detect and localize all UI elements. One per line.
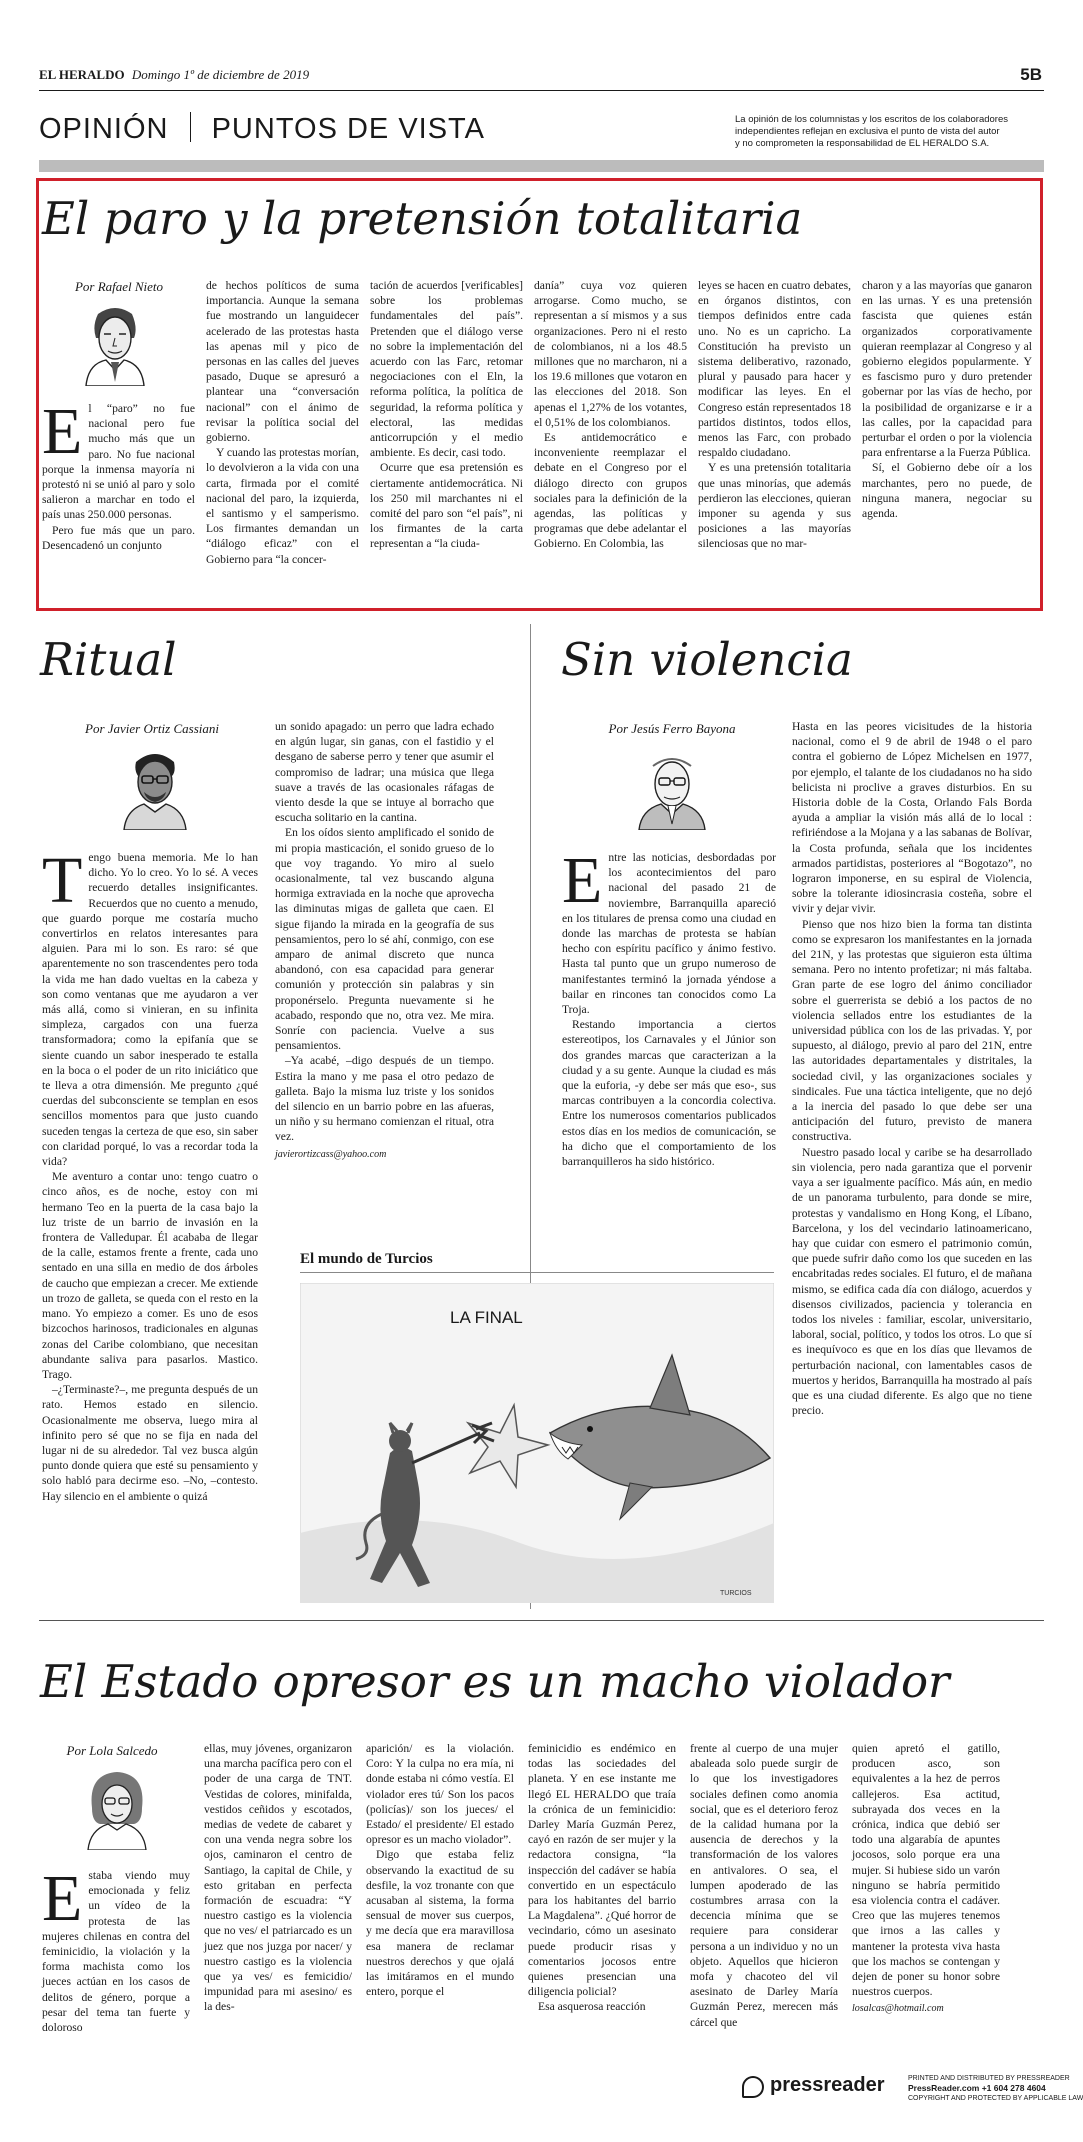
article1-title: El paro y la pretensión totalitaria (42, 192, 803, 245)
article2-col2 (275, 719, 494, 1162)
author-email: losalcas@hotmail.com (852, 2003, 944, 2015)
paragraph: feminicidio es endémico en todas las sociedades del planeta. Y en ese instante me llegó EL HERALDO que traía la crónica de un feminicidio: Darley María Guzmán Perez, cayó en razón de ser mujer y la redactora consigna, “la inspección del cadáver se había convertido en un espectáculo para los habitantes del barrio La Magdalena”. ¿Qué horror de vecindario, cómo un asesinato puede producir risas y comentarios jocosos entre quienes presencian una diligencia policial? (528, 1742, 676, 1999)
paragraph: Es antidemocrático e inconveniente reemplazar el debate en el Congreso por el diálogo directo con grupos sociales para la definición de la agendas, las políticas y programas que debe adelantar el Gobierno. En Colombia, las (534, 431, 687, 551)
section-rule (39, 1620, 1044, 1621)
drop-cap: T (42, 844, 83, 917)
masthead-rule (39, 90, 1044, 91)
article3-title: Sin violencia (561, 633, 853, 686)
paragraph: Ocurre que esa pretensión es ciertamente antidemocrática. Ni los 250 mil marchantes ni el comité del paro son “el país”, ni los firmantes de la carta representan a “la ciuda- (370, 461, 523, 551)
article1-col1 (42, 395, 195, 553)
paragraph: –Ya acabé, –digo después de un tiempo. Estira la mano y me pasa el otro pedazo de galleta. Bajo la misma luz triste y los sonidos del silencio en un barrio pobre en las afueras, un niño y su hermano comienzan el ritual, otra vez. (275, 1054, 494, 1144)
issue-date: Domingo 1º de diciembre de 2019 (131, 67, 310, 82)
cartoon-rule (300, 1272, 774, 1273)
paragraph: ellas, muy jóvenes, organizaron una marcha pacífica pero con el poder de una carga de TNT. Vestidas de colores, minifalda, vestidos ceñidos y escotados, medias de vedete de cabaret y con una venda negra sobre los ojos, caminaron el centro de Santiago, la capital de Chile, y esto gritaban en perfecta formación de escuadra: “Y nuestro castigo es la violencia que no ves/ el patriarcado es un juez que nos juzga por nacer/ y nuestro castigo es la violencia que ya ves/ es femicidio/ impunidad para mi asesino/ es la des- (204, 1742, 352, 2014)
disclaimer-line: La opinión de los columnistas y los escritos de los colaboradores (735, 114, 1009, 125)
paper-name: EL HERALDO (39, 67, 125, 82)
section-sub: PUNTOS DE VISTA (211, 113, 485, 145)
paragraph: un sonido apagado: un perro que ladra echado en algún lugar, sin ganas, con el fastidio y el desgano de saberse perro y tener que asumir el compromiso de ladrar; una música que llega suave a través de las ocasionales ráfagas de viento desde la que se intuye al borracho que escucha solitario en la cantina. (275, 720, 494, 825)
paragraph: danía” cuya voz quieren arrogarse. Como mucho, se representan a sí mismos y a sus organizaciones. Pero ni el resto de colombianos, ni a los 48.5 millones que no marcharon, ni a los 19.6 millones que votaron en las elecciones del 2018. Son apenas el 1,27% de los votantes, el 0,51% de los colombianos. (534, 279, 687, 429)
article1-byline: Por Rafael Nieto (74, 279, 164, 294)
footer-line: PressReader.com +1 604 278 4604 (908, 2083, 1046, 2093)
article4-col4 (528, 1741, 676, 2015)
article4-title: El Estado opresor es un macho violador (40, 1655, 950, 1708)
paragraph: l “paro” no fue nacional pero fue mucho más que un paro. No fue nacional porque la inmensa mayoría ni protestó ni se unió al paro y solo salieron a marchar en todo el país unas 250.000 personas. (42, 402, 195, 522)
author-portrait-lola-salcedo (80, 1764, 154, 1850)
article4-col3 (366, 1741, 514, 1999)
article1-col4 (534, 278, 687, 552)
paragraph: Nuestro pasado local y caribe se ha desarrollado sin violencia, pero nada garantiza que el porvenir vaya a ser igualmente pacífico. Más aún, en medio de un panorama turbulento, para donde se mire, protestas y vandalismo en Hong Kong, el Líbano, Barcelona, y los del vecindario latinoamericano, hay que cuidar con esmero el patrimonio común, que puede sufrir daño como los que suceden en las encabritadas redes sociales. El futuro, el de mañana mismo, se edifica cada día con diálogo, acuerdos y disensos civilizados, paciencia y tolerancia en todos los niveles : familiar, escolar, universitario, laboral, social, político, y todos los otros. Lo que sí es inequívoco es que en los días que llevamos de perturbación nacional, con lamentables casos de muertos y heridos, Barranquilla ha mostrado al país que es una ciudad diferente. Es algo que no tiene precio. (792, 1145, 1032, 1418)
paragraph: frente al cuerpo de una mujer abaleada solo puede surgir de lo que los investigadores sociales definen como anomia social, que es el deterioro feroz de la calidad humana por la ausencia de derechos y la transformación de los valores en antivalores. O sea, el lumpen apoderado de las costumbres arrasa con la decencia mínima que se requiere para considerar persona a un individuo y no un objeto. Aquellos que hicieron mofa y chacoteo del vil asesinato de Darley María Guzmán Perez, merecen más cárcel que (690, 1742, 838, 2029)
author-portrait-rafael-nieto (78, 300, 152, 386)
footer-line: PRINTED AND DISTRIBUTED BY PRESSREADER (908, 2075, 1070, 2082)
article4-byline: Por Lola Salcedo (66, 1743, 158, 1758)
section-name: OPINIÓN (39, 113, 169, 145)
article1-col5 (698, 278, 851, 552)
paragraph: de hechos políticos de suma importancia. Aunque la semana fue mostrando un languidecer acelerado de las protestas hasta las apenas mil y pico de personas en las calles del jueves pasado, Duque se apresuró a plantear una “conversación nacional” con el ánimo de revisar la política social del gobierno. (206, 279, 359, 445)
paragraph: Y es una pretensión totalitaria que unas minorías, que además perdieron las elecciones, quieran imponer su agenda y sus posiciones a las mayorías silenciosas que no mar- (698, 461, 851, 551)
paragraph: Esa asquerosa reacción (538, 2000, 646, 2014)
paragraph: quien apretó el gatillo, producen asco, son equivalentes a la hez de perros callejeros. Esa actitud, subrayada dos veces en la crónica, indica que debió ser todo una algarabía de apuntes jocosos, solo porque era una mujer. Si hubiese sido un varón ninguno se habría permitido esa violencia contra el cadáver. Creo que las mujeres tenemos que irnos a las calles y mantener la protesta viva hasta que los machos se contengan y dejen de poner su honor sobre nuestros cuerpos. (852, 1742, 1000, 1999)
drop-cap: E (42, 1862, 83, 1935)
disclaimer-line: independientes reflejan en exclusiva el punto de vista del autor (735, 126, 1000, 137)
article4-col2 (204, 1741, 352, 2015)
cartoon-signature: TURCIOS (720, 1590, 752, 1597)
pressreader-brand: pressreader (770, 2074, 885, 2096)
article3-col2 (792, 719, 1032, 1418)
paragraph: Hasta en las peores vicisitudes de la historia nacional, como el 9 de abril de 1948 o el paro contra el gobierno de López Michelsen en 1977, por ejemplo, el talante de los ciudadanos no ha sido belicista ni proclive a graves disturbios. En su Historia doble de la Costa, Orlando Fals Borda ayuda a ampliar la visión más allá de lo local : refiriéndose a la Mojana y a las sabanas de Bolívar, la Costa profunda, señala que los incidentes armados partidistas, posteriores al “Bogotazo”, no lograron imponerse, en su espiral de Violencia, sobre la tolerante idiosincrasia costeña, sobre el vivir y dejar vivir. (792, 720, 1032, 916)
article1-col6 (862, 278, 1032, 521)
disclaimer-line: y no comprometen la responsabilidad de EL HERALDO S.A. (735, 138, 990, 149)
paragraph: Sí, el Gobierno debe oír a los marchantes, pero no puede, de ninguna manera, negociar su agenda. (862, 461, 1032, 521)
article4-col6 (852, 1741, 1000, 2017)
paragraph: leyes se hacen en cuatro debates, en órganos distintos, con tiempos definidos entre cada uno. No es un capricho. La Constitución ha previsto un sistema deliberativo, razonado, plural y pausado para hacer y modificar las leyes. En el Congreso están representados 18 partidos distintos, todos ellos, menos las Farc, con probado respaldo ciudadano. (698, 279, 851, 460)
paragraph: –¿Terminaste?–, me pregunta después de un rato. Hemos estado en silencio. Ocasionalmente me observa, luego mira al infinito pero sé que no se fija en nada del lugar ni de su alrededor. Tal vez busca algún punto donde quiera que esté su pensamiento y solo habló para decirme eso. –No, –contesto. Hay silencio en el ambiente o quizá (42, 1383, 258, 1503)
article4-col5 (690, 1741, 838, 2030)
disclaimer (735, 114, 1045, 150)
drop-cap: E (562, 844, 603, 917)
paragraph: En los oídos siento amplificado el sonido de mi propia masticación, el sonido grueso de lo que voy tragando. Yo miro al suelo ocasionalmente, tal vez buscando alguna hormiga extraviada en la noche que aprovecha las diminutas migas de galleta que caen. El sigue fijando la mirada en la geografía de sus pensamientos, pero lo sé ahí, conmigo, con ese amparo de animal discreto que nunca abandonó, con esa capacidad para generar comunión y protección sin palabras y sin proponérselo. Pregunta nuevamente si he acabado, respondo que no, otra vez. Me mira. Sonríe con paciencia. Vuelve a sus pensamientos. (275, 826, 494, 1053)
masthead (39, 67, 1044, 89)
paragraph: Me aventuro a contar uno: tengo cuatro o cinco años, es de noche, estoy con mi hermano Teo en la puerta de la casa bajo la luz triste de un barrio de invasión en la frontera de Valledupar. Él acababa de llegar de la calle, estamos frente a frente, cada uno sentado en una silla en medio de dos árboles de caucho que empiezan a crecer. Me extiende un trozo de galleta, se queda con el resto en la mano. Yo empiezo a comer. Es uno de esos bizcochos harinosos, tradicionales en algunas zonas del Caribe colombiano, que necesitan abundante saliva para pasarlos. Mastico. Trago. (42, 1170, 258, 1381)
paragraph: Digo que estaba feliz observando la exactitud de su desfile, la voz tronante con que acusaban al sistema, la forma sensual de mover sus cuerpos, y me decía que era maravillosa esa manera de reclamar nuestros derechos y que ojalá las imitáramos en el mundo entero, porque el (366, 1848, 514, 1999)
author-email: javierortizcass@yahoo.com (275, 1148, 387, 1160)
paragraph: tación de acuerdos [verificables] sobre los problemas fundamentales del país”. Pretenden que el diálogo verse no sobre la implementación del acuerdo con las Farc, retomar negociaciones con el Eln, la reforma política, la política de seguridad, la reforma política y electoral, las medidas anticorrupción y el medio ambiente. Es decir, casi todo. (370, 279, 523, 460)
paragraph: Pienso que nos hizo bien la forma tan distinta como se expresaron los manifestantes en la jornada del 21N, y las protestas que siguieron esta última semana. Pero no intento profetizar; ni más faltaba. Gran parte de ese logro del ánimo conciliador sobre el guerrerista se debió a los pactos de no violencia sellados entre los estudiantes de la universidad pública con los de las privadas. Y, por supuesto, al diálogo, previo al paro del 21N, entre las autoridades departamentales y distritales, la sociedad civil, y las organizaciones sociales y sindicales. Fue una táctica inteligente, que no dejó a la inercia del pasado lo que debe ser una anticipación del futuro, previsto de manera constructiva. (792, 917, 1032, 1144)
article2-col1 (42, 844, 258, 1504)
cartoon-title: LA FINAL (450, 1308, 523, 1327)
article3-col1 (562, 844, 776, 1169)
article2-byline: Por Javier Ortiz Cassiani (85, 721, 219, 736)
pressreader-logo (742, 2076, 764, 2098)
author-portrait-jesus-ferro (633, 744, 711, 830)
section-header (39, 112, 485, 152)
article2-title: Ritual (40, 633, 177, 686)
article1-col2 (206, 278, 359, 567)
paragraph: aparición/ es la violación. Coro: Y la culpa no era mía, ni donde estaba ni cómo vestía. El violador eres tú/ Son los pacos (policías)/ son los jueces/ el Estado/ el presidente/ El estado opresor es un macho violador”. (366, 1742, 514, 1847)
paragraph: Y cuando las protestas morían, lo devolvieron a la vida con una carta, firmada por el comité nacional del paro, la izquierda, el santismo y el samperismo. Los firmantes demandan un “diálogo eficaz” con el Gobierno para “la concer- (206, 446, 359, 566)
section-divider (190, 112, 191, 142)
section-grey-bar (39, 160, 1044, 172)
paragraph: Pero fue más que un paro. Desencadenó un conjunto (42, 523, 195, 552)
paragraph: ntre las noticias, desbordadas por los acontecimientos del paro nacional del pasado 21 de noviembre, Barranquilla apareció en los titulares de prensa como una ciudad en donde las marchas de protesta se habían hecho con espíritu pacífico y ánimo festivo. Hasta tal punto que un grupo numeroso de manifestantes terminó la jornada yéndose a bailar en rincones tan conocidos como La Troja. (562, 851, 776, 1017)
pressreader-footer (742, 2070, 1083, 2106)
author-portrait-javier-ortiz (118, 742, 192, 830)
article4-col1 (42, 1862, 190, 2035)
article1-col3 (370, 278, 523, 552)
paragraph: charon y a las mayorías que ganaron en las urnas. Y es una pretensión fascista que quienes están organizados corporativamente quieran reemplazar al Congreso y al gobierno elegidos popularmente. Y es fascismo puro y duro pretender gobernar por las vías de hecho, por la posibilidad de organizarse e ir a las calles, por la capacidad para perturbar el orden o por la violencia para enfrentarse a la Fuerza Pública. (862, 279, 1032, 460)
cartoon-illustration (300, 1283, 774, 1603)
footer-line: COPYRIGHT AND PROTECTED BY APPLICABLE LAW (908, 2095, 1083, 2102)
paragraph: staba viendo muy emocionada y feliz un vídeo de la protesta de las mujeres chilenas en contra del feminicidio, la violación y la forma machista como los jueces actúan en los casos de delitos de género, porque a pesar del tema tan fuerte y doloroso (42, 1869, 190, 2035)
page-number: 5B (1020, 65, 1042, 84)
drop-cap: E (42, 395, 83, 468)
article3-byline: Por Jesús Ferro Bayona (608, 721, 736, 736)
paragraph: engo buena memoria. Me lo han dicho. Yo lo creo. Yo lo sé. A veces recuerdo detalles insignificantes. Recuerdos que no cuento a menudo, que guardo porque me costaría mucho convertirlos en relatos interesantes para alguien. Para mi lo son. Es raro: sé que aparentemente no son trascendentes pero toda la vida me han dado vueltas en la cabeza y son como ventanas que me ayudaron a ver más allá, como si vinieran, en su infinita simpleza, cargados con una fuerza transformadora; como la epifanía que se siente cuando un sabor inesperado te estalla en la boca o el poder de un rito iniciático que te lleva a otra dimensión. Me pregunto ¿qué cuerdas del subconsciente se templan en esos sencillos momentos para que justo cuando suceden tengas la certeza de que eso, sin saber con claridad porqué, lo vas a recordar toda la vida? (42, 851, 258, 1169)
cartoon-heading: El mundo de Turcios (300, 1251, 433, 1267)
paragraph: Restando importancia a ciertos estereotipos, los Carnavales y el Júnior son dos grandes marcas que caracterizan a la ciudad y a su gente. Aunque la ciudad es más que la euforia, -y debe ser más que eso-, sus marcas contribuyen a la concordia colectiva. Entre los numerosos comentarios publicados estos días en los medios de comunicación, se ha dicho que el comportamiento de los barranquilleros ha sido histórico. (562, 1018, 776, 1169)
